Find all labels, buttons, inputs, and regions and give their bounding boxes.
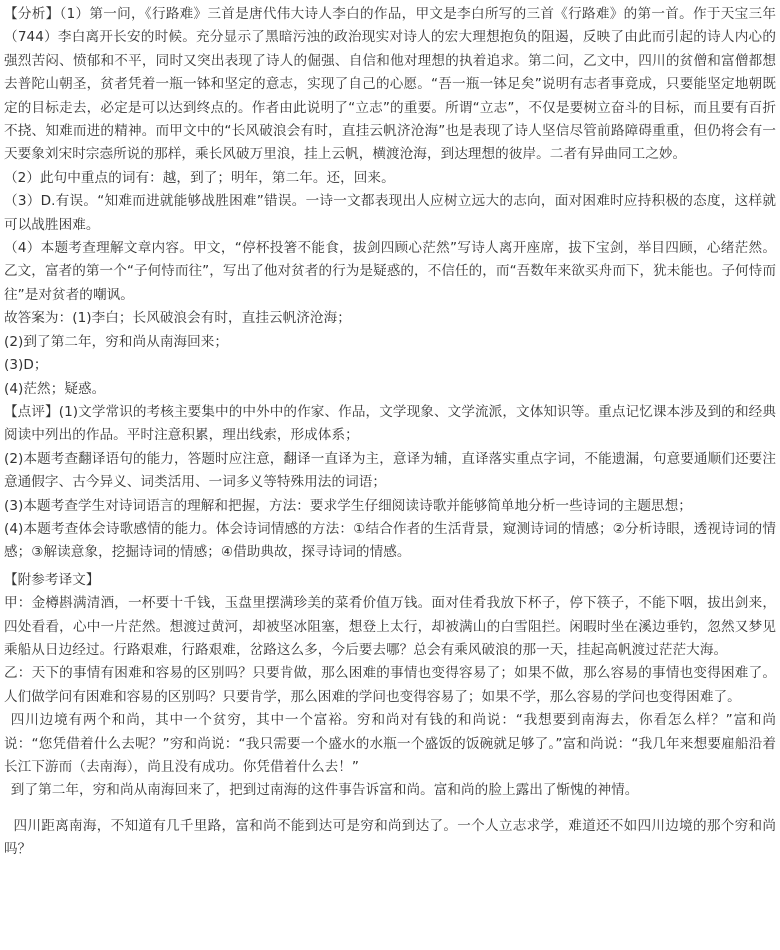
- comment-paragraph-1: [4, 401, 776, 448]
- translation-paragraph-3: 四川边境有两个和尚，其中一个贫穷，其中一个富裕。穷和尚对有钱的和尚说：“我想要到南海去，你看怎么样？”富和尚说：“您凭借着什么去呢？”穷和尚说：“我只需要一个盛水的水瓶一个盛饭的饭碗就足够了。”富和尚说：“我几年来想要雇船沿着长江下游而（去南海），尚且没有成功。你凭借着什么去！”: [4, 712, 776, 775]
- comment-paragraph-2: (2)本题考查翻译语句的能力，答题时应注意，翻译一直译为主，意译为辅，直译落实重点字词，不能遗漏，句意要通顺们还要注意通假字、古今异义、词类活用、一词多义等特殊用法的词语；: [4, 450, 776, 491]
- translation-paragraph-4: 到了第二年，穷和尚从南海回来了，把到过南海的这件事告诉富和尚。富和尚的脸上露出了惭愧的神情。: [10, 782, 639, 799]
- analysis-paragraph-2: （2）此句中重点的词有：越，到了；明年，第二年。还，回来。: [4, 169, 395, 186]
- analysis-paragraph-1: [4, 3, 776, 167]
- analysis-tag: 【分析】: [4, 6, 60, 22]
- translation-yi: 乙：天下的事情有困难和容易的区别吗？只要肯做，那么困难的事情也变得容易了；如果不做，那么容易的事情也变得困难了。人们做学问有困难和容易的区别吗？只要肯学，那么困难的学问也变得容易了；如果不学，那么容易的学问也变得困难了。: [4, 665, 776, 705]
- translation-paragraph-5: 四川距离南海，不知道有几千里路，富和尚不能到达可是穷和尚到达了。一个人立志求学，难道还不如四川边境的那个穷和尚吗？: [4, 817, 776, 858]
- answer-line-2: (2)到了第二年，穷和尚从南海回来；: [4, 333, 229, 350]
- answer-line-4: (4)茫然；疑惑。: [4, 380, 106, 397]
- comment-text-1: (1)文学常识的考核主要集中的中外中的作家、作品，文学现象、文学流派，文体知识等。重点记忆课本涉及到的和经典阅读中列出的作品。平时注意积累，理出线索，形成体系；: [4, 403, 776, 444]
- analysis-paragraph-3: （3）D.有误。“知难而进就能够战胜困难”错误。一诗一文都表现出人应树立远大的志向，面对困难时应持积极的态度，这样就可以战胜困难。: [4, 193, 776, 233]
- analysis-text-1: （1）第一问，《行路难》三首是唐代伟大诗人李白的作品，甲文是李白所写的三首《行路难》的第一首。作于天宝三年（744）李白离开长安的时候。充分显示了黑暗污浊的政治现实对诗人的宏大理想抱负的阻遏，反映了由此而引起的诗人内心的强烈苦闷、愤郁和不平，同时又突出表现了诗人的倔强、自信和他对理想的执着追求。第二问，乙文中，四川的贫僧和富僧都想去普陀山朝圣，贫者凭着一瓶一钵和坚定的意志，实现了自己的心愿。“吾一瓶一钵足矣”说明有志者事竟成，只要能坚定地朝既定的目标走去，必定是可以达到终点的。作者由此说明了“立志”的重要。所谓“立志”，不仅是要树立奋斗的目标，而且要有百折不挠、知难而进的精神。而甲文中的“长风破浪会有时，直挂云帆济沧海”也是表现了诗人坚信尽管前路障碍重重，但仍将会有一天要象刘宋时宗悫所说的那样，乘长风破万里浪，挂上云帆，横渡沧海，到达理想的彼岸。二者有异曲同工之妙。: [4, 6, 776, 163]
- translation-heading: 【附参考译文】: [4, 571, 100, 588]
- answer-line-1: 故答案为：(1)李白；长风破浪会有时，直挂云帆济沧海；: [4, 310, 351, 327]
- analysis-paragraph-4: （4）本题考查理解文章内容。甲文，“停杯投箸不能食，拔剑四顾心茫然”写诗人离开座席，拔下宝剑，举目四顾，心绪茫然。乙文，富者的第一个“子何恃而往”，写出了他对贫者的行为是疑惑的，不信任的，而“吾数年来欲买舟而下，犹未能也。子何恃而往”是对贫者的嘲讽。: [4, 240, 776, 303]
- translation-jia: 甲：金樽斟满清酒，一杯要十千钱，玉盘里摆满珍美的菜肴价值万钱。面对佳肴我放下杯子，停下筷子，不能下咽，拔出剑来，四处看看，心中一片茫然。想渡过黄河，却被坚冰阻塞，想登上太行，却被满山的白雪阻拦。闲暇时坐在溪边垂钓，忽然又梦见乘船从日边经过。行路艰难，行路艰难，岔路这么多，今后要去哪？总会有乘风破浪的那一天，挂起高帆渡过茫茫大海。: [4, 595, 776, 658]
- comment-tag: 【点评】: [4, 403, 59, 420]
- answer-line-3: (3)D；: [4, 357, 48, 374]
- comment-paragraph-3: (3)本题考查学生对诗词语言的理解和把握，方法：要求学生仔细阅读诗歌并能够简单地分析一些诗词的主题思想；: [4, 497, 692, 514]
- comment-paragraph-4: (4)本题考查体会诗歌感情的能力。体会诗词情感的方法：①结合作者的生活背景，窥测诗词的情感；②分析诗眼，透视诗词的情感；③解读意象，挖掘诗词的情感；④借助典故，探寻诗词的情感。: [4, 520, 776, 561]
